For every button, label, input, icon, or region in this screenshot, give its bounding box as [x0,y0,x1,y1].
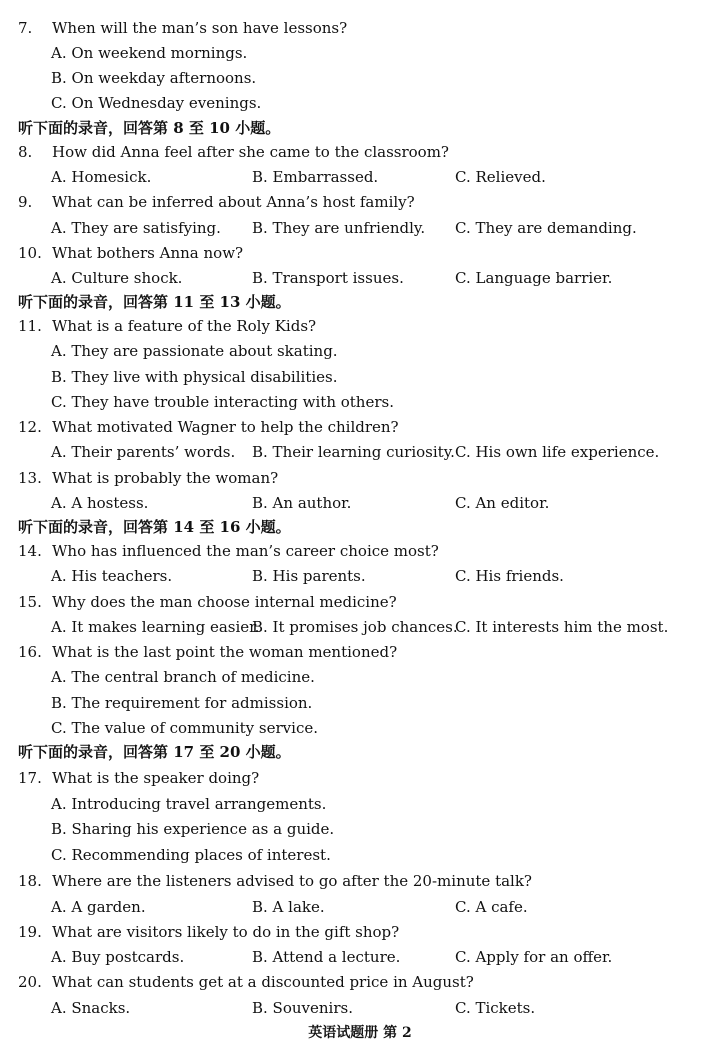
question-11 [0,314,720,339]
question-number: 7. [18,19,33,37]
option-c: C. A cafe. [455,898,528,916]
question-number: 16. [18,643,42,661]
question-14 [0,539,720,564]
option-b: B. On weekday afternoons. [51,69,257,87]
question-stem: What is the last point the woman mentioned? [52,643,398,661]
option-c: C. Apply for an offer. [455,948,613,966]
option-a: A. Introducing travel arrangements. [51,795,327,813]
question-stem: What is probably the woman? [52,469,279,487]
question-number: 15. [18,593,42,611]
question-stem: What is a feature of the Roly Kids? [52,317,317,335]
option-b: B. Souvenirs. [252,999,353,1017]
option-c: C. An editor. [455,494,550,512]
option-row [0,365,720,390]
option-a: A. They are passionate about skating. [51,342,338,360]
question-stem: What are visitors likely to do in the gift shop? [52,923,400,941]
option-a: A. His teachers. [51,567,173,585]
option-c: C. It interests him the most. [455,618,669,636]
section-heading-8-10: 听下面的录音，回答第 8 至 10 小题。 [18,119,281,137]
option-b: B. Their learning curiosity. [252,443,455,461]
option-row [0,564,720,589]
option-row [0,716,720,741]
option-c: C. On Wednesday evenings. [51,94,262,112]
option-c: C. They have trouble interacting with others. [51,393,394,411]
question-15 [0,590,720,615]
question-7 [0,16,720,41]
question-17 [0,766,720,791]
question-number: 14. [18,542,42,560]
question-8 [0,140,720,165]
option-row [0,440,720,465]
option-row [0,843,720,868]
question-number: 12. [18,418,42,436]
option-row [0,691,720,716]
option-a: A. A hostess. [51,494,149,512]
question-stem: What motivated Wagner to help the children? [52,418,399,436]
option-b: B. An author. [252,494,352,512]
option-a: A. Culture shock. [51,269,183,287]
section-heading-11-13: 听下面的录音，回答第 11 至 13 小题。 [18,293,291,311]
option-a: A. Buy postcards. [51,948,185,966]
question-stem: How did Anna feel after she came to the classroom? [52,143,449,161]
option-b: B. They are unfriendly. [252,219,426,237]
option-b: B. They live with physical disabilities. [51,368,338,386]
option-b: B. It promises job chances. [252,618,458,636]
option-a: A. It makes learning easier. [51,618,260,636]
question-12 [0,415,720,440]
question-number: 10. [18,244,42,262]
option-b: B. Transport issues. [252,269,404,287]
question-20 [0,970,720,995]
question-number: 17. [18,769,42,787]
option-row [0,665,720,690]
option-b: B. Sharing his experience as a guide. [51,820,335,838]
option-row [0,996,720,1021]
question-10 [0,241,720,266]
question-19 [0,920,720,945]
option-row [0,817,720,842]
option-a: A. On weekend mornings. [51,44,248,62]
question-stem: Who has influenced the man’s career choice most? [52,542,439,560]
question-number: 11. [18,317,42,335]
option-c: C. Tickets. [455,999,536,1017]
question-number: 19. [18,923,42,941]
option-b: B. The requirement for admission. [51,694,313,712]
option-a: A. A garden. [51,898,146,916]
option-row [0,216,720,241]
question-stem: What can students get at a discounted price in August? [52,973,474,991]
option-c: C. They are demanding. [455,219,637,237]
option-c: C. Relieved. [455,168,546,186]
question-stem: What is the speaker doing? [52,769,260,787]
option-row [0,615,720,640]
question-stem: Why does the man choose internal medicine? [52,593,397,611]
section-heading-14-16: 听下面的录音，回答第 14 至 16 小题。 [18,518,291,536]
option-b: B. A lake. [252,898,325,916]
option-a: A. Their parents’ words. [51,443,236,461]
option-a: A. They are satisfying. [51,219,221,237]
question-stem: Where are the listeners advised to go after the 20-minute talk? [52,872,532,890]
option-row [0,792,720,817]
option-row [0,491,720,516]
question-9 [0,190,720,215]
option-c: C. The value of community service. [51,719,318,737]
option-row [0,339,720,364]
option-row [0,91,720,116]
page-footer: 英语试题册 第 2 [308,1025,412,1041]
question-stem: What bothers Anna now? [52,244,244,262]
option-b: B. Embarrassed. [252,168,379,186]
option-b: B. His parents. [252,567,366,585]
option-row [0,895,720,920]
option-a: A. Homesick. [51,168,152,186]
option-row [0,266,720,291]
question-16 [0,640,720,665]
option-c: C. His friends. [455,567,564,585]
option-c: C. His own life experience. [455,443,660,461]
option-a: A. The central branch of medicine. [51,668,315,686]
option-row [0,66,720,91]
question-number: 18. [18,872,42,890]
question-number: 9. [18,193,33,211]
question-18 [0,869,720,894]
question-number: 13. [18,469,42,487]
option-row [0,945,720,970]
question-number: 8. [18,143,33,161]
option-c: C. Language barrier. [455,269,613,287]
option-b: B. Attend a lecture. [252,948,401,966]
question-number: 20. [18,973,42,991]
question-13 [0,466,720,491]
question-stem: What can be inferred about Anna’s host family? [52,193,415,211]
option-row [0,390,720,415]
question-stem: When will the man’s son have lessons? [52,19,348,37]
option-row [0,165,720,190]
section-heading-17-20: 听下面的录音，回答第 17 至 20 小题。 [18,743,291,761]
option-a: A. Snacks. [51,999,131,1017]
option-row [0,41,720,66]
option-c: C. Recommending places of interest. [51,846,331,864]
